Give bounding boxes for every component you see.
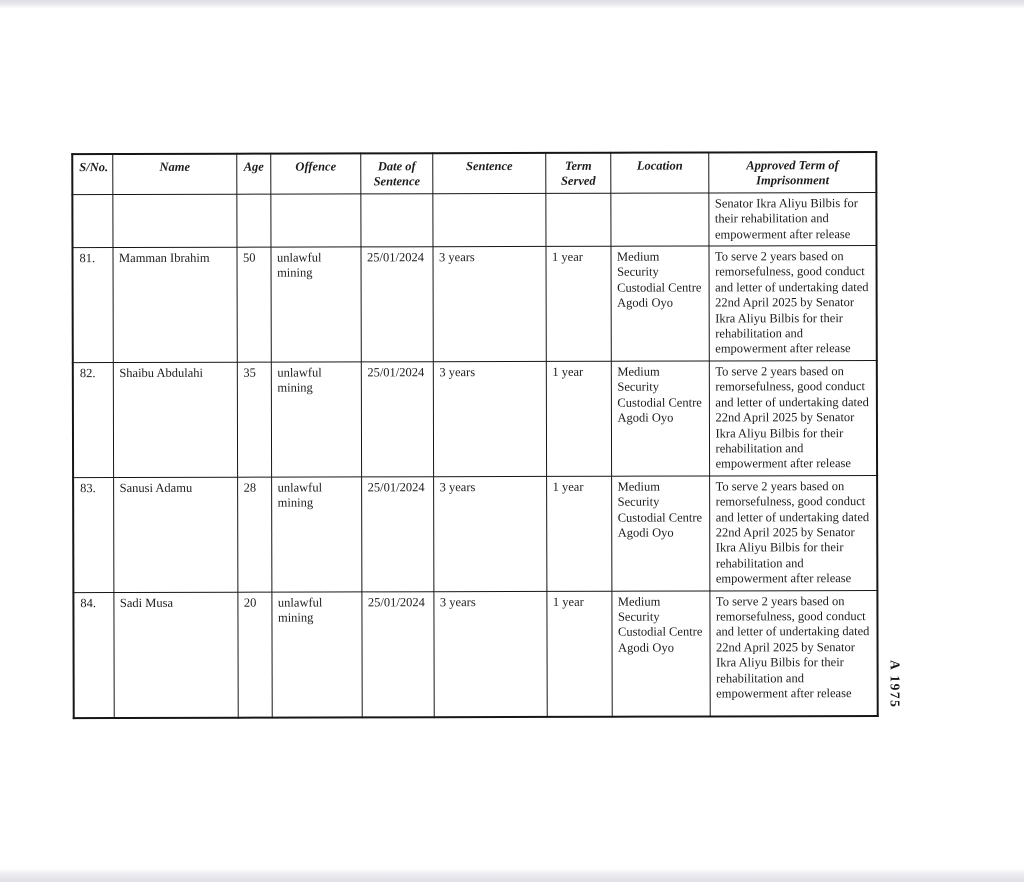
- cell-date-of-sentence: 25/01/2024: [361, 591, 433, 717]
- cell-sno: 84.: [73, 592, 113, 718]
- column-header-age: Age: [236, 154, 270, 194]
- cell-age: 28: [237, 477, 271, 592]
- cell-location: [610, 193, 708, 246]
- cell-term-served: 1 year: [546, 476, 611, 591]
- cell-offence: unlawful mining: [270, 247, 360, 362]
- cell-offence: unlawful mining: [271, 362, 361, 477]
- convicts-register-table: [71, 151, 878, 719]
- cell-sno: [72, 194, 112, 247]
- cell-sno: 82.: [73, 362, 113, 477]
- cell-approved-term: To serve 2 years based on remorsefulness, good conduct and letter of undertaking dated 22nd April 2025 by Senator Ikra Aliyu Bilbis for their rehabilitation and empowerment after release: [709, 590, 877, 716]
- cell-name: Shaibu Abdulahi: [113, 362, 237, 477]
- cell-name: Sanusi Adamu: [113, 477, 237, 592]
- cell-date-of-sentence: 25/01/2024: [361, 362, 433, 477]
- column-header-approved-term: Approved Term of Imprisonment: [708, 152, 876, 193]
- cell-term-served: 1 year: [546, 591, 611, 717]
- cell-age: [236, 194, 270, 247]
- cell-name: Mamman Ibrahim: [112, 247, 236, 362]
- cell-location: Medium Security Custodial Centre Agodi Oyo: [610, 246, 708, 361]
- cell-sentence: [432, 193, 545, 247]
- column-header-sentence: Sentence: [432, 153, 545, 194]
- cell-sentence: 3 years: [433, 591, 546, 717]
- column-header-location: Location: [610, 152, 708, 193]
- cell-name: [112, 194, 236, 248]
- cell-sentence: 3 years: [433, 361, 546, 476]
- gazette-page-number: A 1975: [887, 659, 903, 709]
- cell-sno: 81.: [72, 248, 112, 363]
- cell-location: Medium Security Custodial Centre Agodi Oyo: [611, 361, 709, 476]
- cell-sno: 83.: [73, 477, 113, 592]
- table-row: [73, 360, 877, 477]
- table-row: [72, 246, 876, 363]
- cell-date-of-sentence: [360, 194, 432, 247]
- cell-offence: unlawful mining: [271, 591, 361, 717]
- table-row: [73, 475, 877, 592]
- cell-age: 35: [237, 362, 271, 477]
- cell-sentence: 3 years: [432, 246, 545, 361]
- cell-approved-term: Senator Ikra Aliyu Bilbis for their rehabilitation and empowerment after release: [708, 192, 876, 246]
- cell-term-served: [545, 193, 610, 246]
- cell-offence: [270, 194, 360, 247]
- cell-age: 20: [237, 592, 271, 718]
- cell-approved-term: To serve 2 years based on remorsefulness, good conduct and letter of undertaking dated 22nd April 2025 by Senator Ikra Aliyu Bilbis for their rehabilitation and empowerment after release: [709, 475, 877, 590]
- column-header-offence: Offence: [270, 153, 360, 194]
- cell-location: Medium Security Custodial Centre Agodi Oyo: [611, 476, 709, 591]
- cell-date-of-sentence: 25/01/2024: [361, 476, 433, 591]
- column-header-name: Name: [112, 154, 236, 195]
- cell-sentence: 3 years: [433, 476, 546, 591]
- table-row-carryover: [72, 192, 876, 247]
- cell-location: Medium Security Custodial Centre Agodi Oyo: [611, 591, 709, 717]
- cell-term-served: 1 year: [546, 361, 611, 476]
- table-header-row: [72, 152, 876, 194]
- column-header-term-served: Term Served: [545, 153, 610, 193]
- cell-approved-term: To serve 2 years based on remorsefulness, good conduct and letter of undertaking dated 22nd April 2025 by Senator Ikra Aliyu Bilbis for their rehabilitation and empowerment after release: [708, 246, 876, 361]
- cell-offence: unlawful mining: [271, 477, 361, 592]
- table-row: [73, 590, 877, 718]
- cell-name: Sadi Musa: [113, 592, 237, 718]
- cell-approved-term: To serve 2 years based on remorsefulness, good conduct and letter of undertaking dated 22nd April 2025 by Senator Ikra Aliyu Bilbis for their rehabilitation and empowerment after release: [709, 360, 877, 475]
- cell-date-of-sentence: 25/01/2024: [360, 247, 432, 362]
- column-header-date-of-sentence: Date of Sentence: [360, 153, 432, 194]
- cell-age: 50: [236, 247, 270, 362]
- column-header-sno: S/No.: [72, 154, 112, 194]
- cell-term-served: 1 year: [545, 246, 610, 361]
